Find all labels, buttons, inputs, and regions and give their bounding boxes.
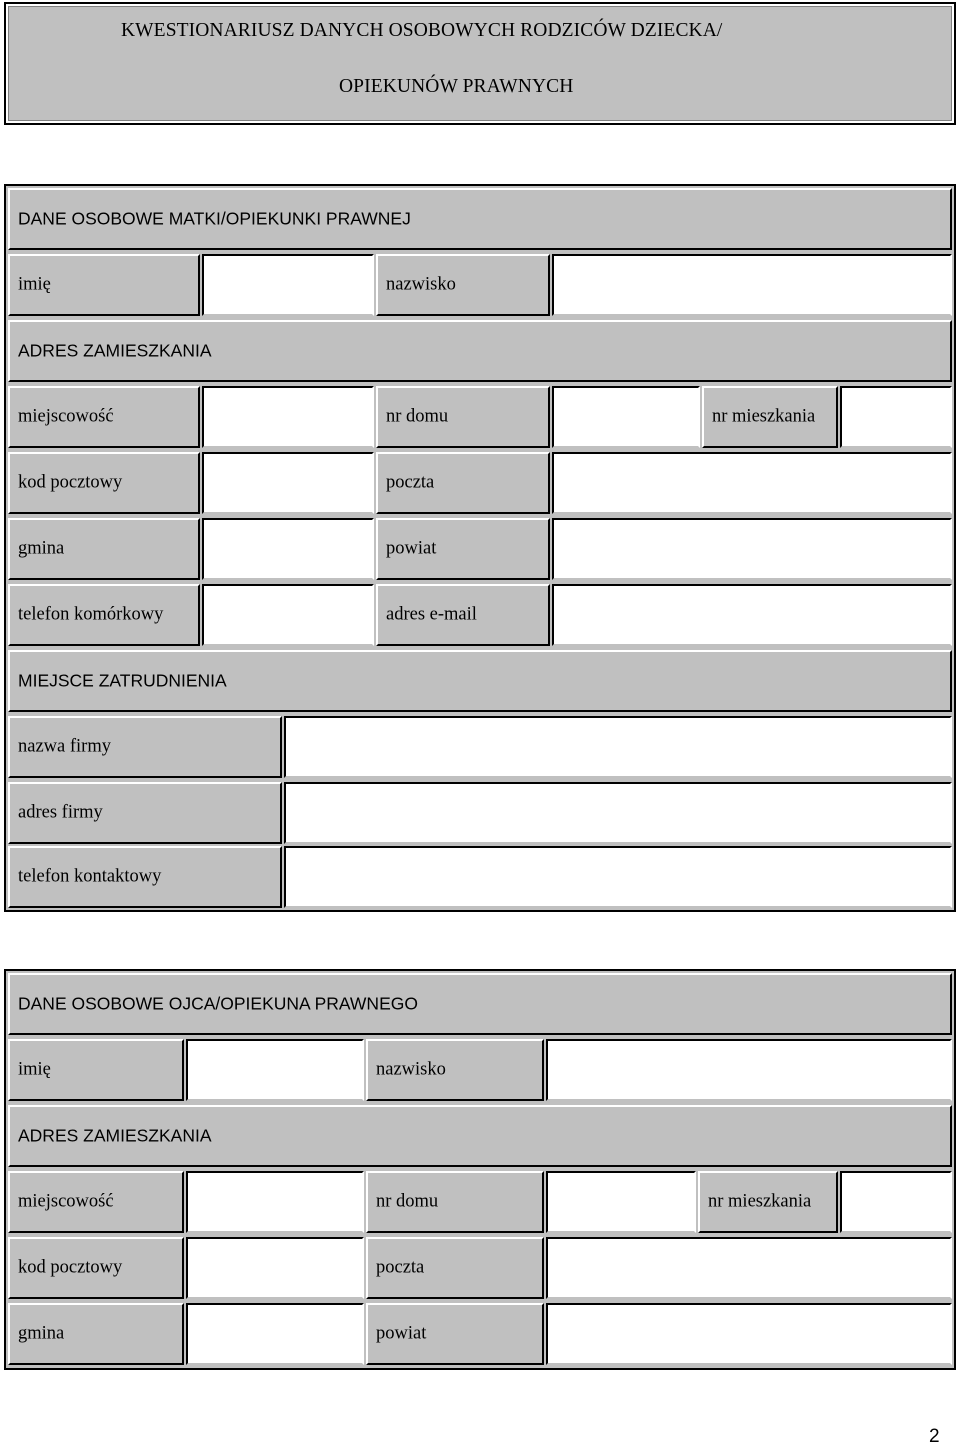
- mother-company-name-label: [8, 716, 282, 778]
- field-label-text: nr domu: [376, 1191, 439, 1212]
- father-post-office-field[interactable]: [546, 1237, 952, 1299]
- mother-postal-code-label: [8, 452, 200, 514]
- mother-post-office-label: [376, 452, 550, 514]
- father-flat-no-field[interactable]: [840, 1171, 952, 1233]
- mother-last-name-field[interactable]: [552, 254, 952, 316]
- field-label-text: adres firmy: [18, 802, 103, 823]
- father-house-no-label: [366, 1171, 544, 1233]
- field-label-text: gmina: [18, 1323, 65, 1344]
- mother-commune-field[interactable]: [202, 518, 374, 580]
- father-post-office-label: [366, 1237, 544, 1299]
- field-label-text: nazwa firmy: [18, 736, 111, 757]
- mother-city-field[interactable]: [202, 386, 374, 448]
- mother-email-field[interactable]: [552, 584, 952, 646]
- field-label-text: poczta: [386, 472, 435, 493]
- mother-address-header: [8, 320, 952, 382]
- field-label-text: imię: [18, 274, 51, 295]
- father-last-name-label: [366, 1039, 544, 1101]
- mother-company-name-field[interactable]: [284, 716, 952, 778]
- mother-data-table: [4, 184, 956, 912]
- field-label-text: nr mieszkania: [708, 1191, 812, 1212]
- field-label-text: adres e-mail: [386, 604, 477, 625]
- father-postal-code-field[interactable]: [186, 1237, 364, 1299]
- field-label-text: kod pocztowy: [18, 1257, 123, 1278]
- field-label-text: telefon komórkowy: [18, 604, 164, 625]
- page-number: 2: [929, 1426, 940, 1447]
- father-postal-code-label: [8, 1237, 184, 1299]
- father-city-field[interactable]: [186, 1171, 364, 1233]
- father-flat-no-label: [698, 1171, 838, 1233]
- father-data-table: [4, 969, 956, 1370]
- mother-city-label: [8, 386, 200, 448]
- field-label-text: nazwisko: [376, 1059, 446, 1080]
- field-label-text: nazwisko: [386, 274, 456, 295]
- father-last-name-field[interactable]: [546, 1039, 952, 1101]
- mother-post-office-field[interactable]: [552, 452, 952, 514]
- field-label-text: DANE OSOBOWE MATKI/OPIEKUNKI PRAWNEJ: [18, 208, 411, 229]
- mother-contact-phone-field[interactable]: [284, 846, 952, 908]
- mother-house-no-label: [376, 386, 550, 448]
- mother-section-header: [8, 188, 952, 250]
- father-district-label: [366, 1303, 544, 1365]
- form-title-box: [4, 2, 956, 125]
- field-label-text: poczta: [376, 1257, 425, 1278]
- field-label-text: miejscowość: [18, 406, 114, 427]
- field-label-text: nr domu: [386, 406, 449, 427]
- form-title-line-2: OPIEKUNÓW PRAWNYCH: [339, 76, 574, 97]
- father-address-header: [8, 1105, 952, 1167]
- mother-first-name-label: [8, 254, 200, 316]
- mother-mobile-label: [8, 584, 200, 646]
- field-label-text: nr mieszkania: [712, 406, 816, 427]
- father-house-no-field[interactable]: [546, 1171, 696, 1233]
- field-label-text: kod pocztowy: [18, 472, 123, 493]
- father-district-field[interactable]: [546, 1303, 952, 1365]
- field-label-text: ADRES ZAMIESZKANIA: [18, 1125, 212, 1146]
- field-label-text: DANE OSOBOWE OJCA/OPIEKUNA PRAWNEGO: [18, 993, 418, 1014]
- father-commune-field[interactable]: [186, 1303, 364, 1365]
- mother-house-no-field[interactable]: [552, 386, 700, 448]
- father-first-name-label: [8, 1039, 184, 1101]
- father-section-header: [8, 973, 952, 1035]
- field-label-text: MIEJSCE ZATRUDNIENIA: [18, 670, 227, 691]
- father-city-label: [8, 1171, 184, 1233]
- father-first-name-field[interactable]: [186, 1039, 364, 1101]
- mother-flat-no-label: [702, 386, 838, 448]
- field-label-text: powiat: [386, 538, 437, 559]
- field-label-text: imię: [18, 1059, 51, 1080]
- field-label-text: ADRES ZAMIESZKANIA: [18, 340, 212, 361]
- mother-contact-phone-label: [8, 846, 282, 908]
- form-title-line-1: KWESTIONARIUSZ DANYCH OSOBOWYCH RODZICÓW DZIECKA/: [121, 20, 723, 41]
- mother-district-label: [376, 518, 550, 580]
- mother-district-field[interactable]: [552, 518, 952, 580]
- mother-last-name-label: [376, 254, 550, 316]
- field-label-text: telefon kontaktowy: [18, 866, 162, 887]
- mother-mobile-field[interactable]: [202, 584, 374, 646]
- field-label-text: powiat: [376, 1323, 427, 1344]
- mother-employment-header: [8, 650, 952, 712]
- mother-email-label: [376, 584, 550, 646]
- mother-flat-no-field[interactable]: [840, 386, 952, 448]
- mother-postal-code-field[interactable]: [202, 452, 374, 514]
- mother-company-address-field[interactable]: [284, 782, 952, 844]
- field-label-text: gmina: [18, 538, 65, 559]
- field-label-text: miejscowość: [18, 1191, 114, 1212]
- father-commune-label: [8, 1303, 184, 1365]
- mother-commune-label: [8, 518, 200, 580]
- mother-first-name-field[interactable]: [202, 254, 374, 316]
- mother-company-address-label: [8, 782, 282, 844]
